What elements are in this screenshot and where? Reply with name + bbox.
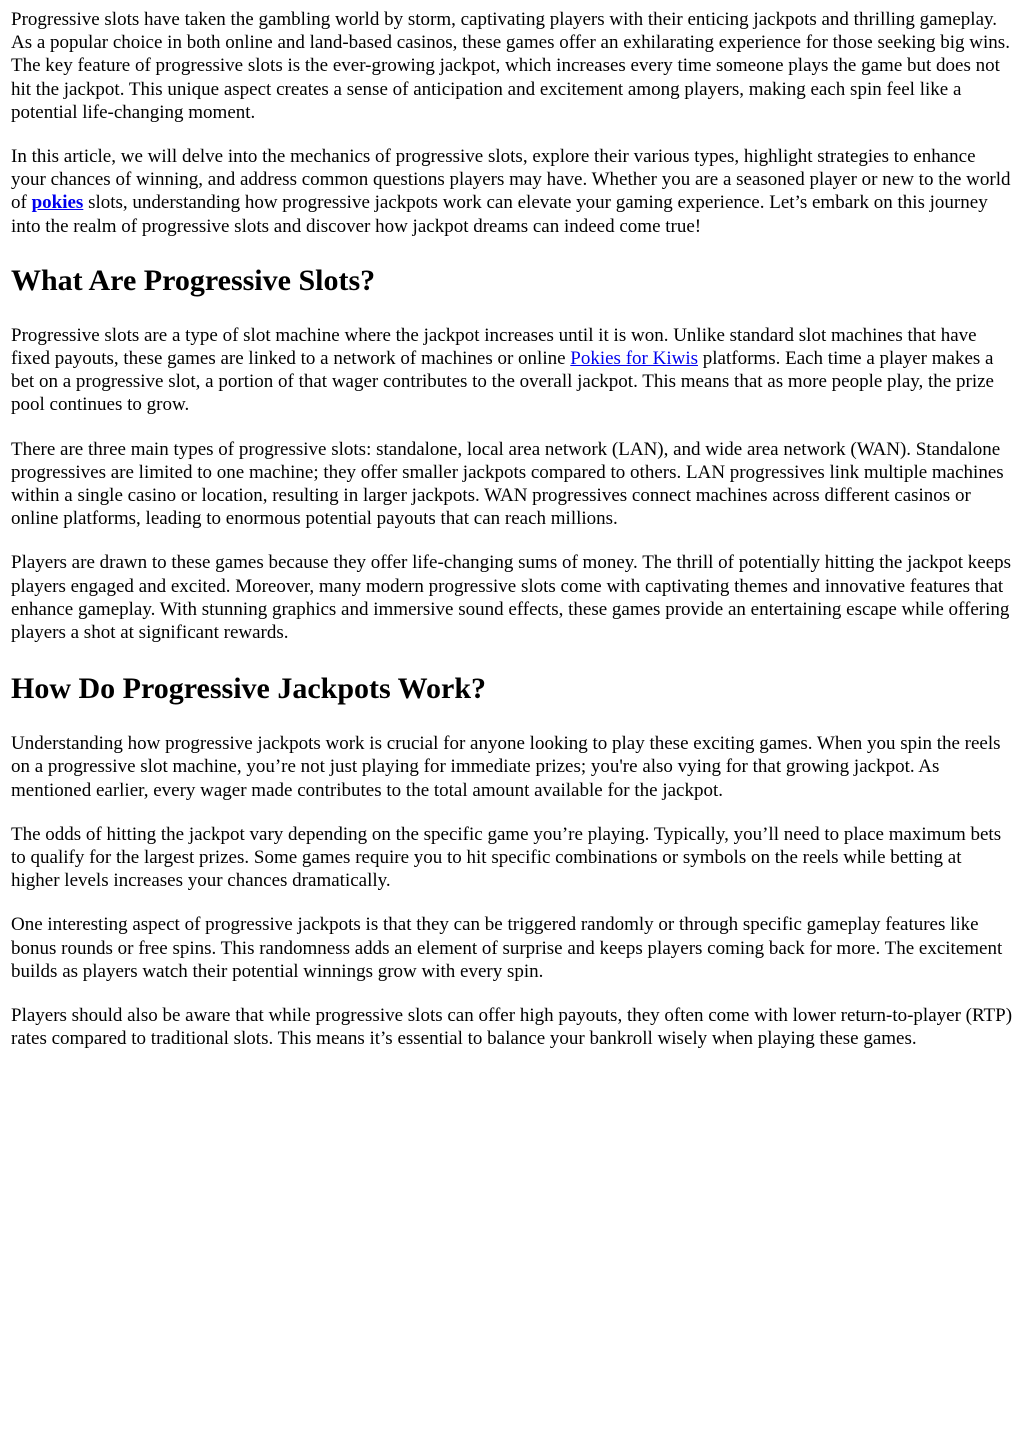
section1-paragraph-2: There are three main types of progressive slots: standalone, local area network (LAN), and wide area network (WAN). Standalone progressives are limited to one machine; they offer smaller jackpots compared to others. LAN progressives link multiple machines within a single casino or location, resulting in larger jackpots. WAN progressives connect machines across different casinos or online platforms, leading to enormous potential payouts that can reach millions.: [11, 438, 1004, 530]
section1-paragraph-1-text-after: platforms. Each time a player makes a bet on a progressive slot, a portion of that wager contributes to the overall jackpot. This means that as more people play, the prize pool continues to grow.: [11, 348, 994, 416]
section2-paragraph-2: The odds of hitting the jackpot vary depending on the specific game you’re playing. Typically, you’ll need to place maximum bets to qualify for the largest prizes. Some games require you to hit specific combinations or symbols on the reels while betting at higher levels increases your chances dramatically.: [11, 823, 1002, 892]
section-heading-how-do-progressive-jackpots-work: How Do Progressive Jackpots Work?: [11, 672, 487, 706]
section1-paragraph-3: Players are drawn to these games because they offer life-changing sums of money. The thrill of potentially hitting the jackpot keeps players engaged and excited. Moreover, many modern progressive slots come with captivating themes and innovative features that enhance gameplay. With stunning graphics and immersive sound effects, these games provide an entertaining escape while offering players a shot at significant rewards.: [11, 552, 1012, 644]
pokies-for-kiwis-link[interactable]: Pokies for Kiwis: [570, 348, 699, 370]
section1-paragraph-1: [11, 324, 1014, 417]
intro-paragraph-2-text-after: slots, understanding how progressive jackpots work can elevate your gaming experience. Let’s embark on this journey into the realm of progressive slots and discover how jackpot dreams can indeed come true!: [11, 192, 988, 237]
section2-paragraph-1: Understanding how progressive jackpots work is crucial for anyone looking to play these exciting games. When you spin the reels on a progressive slot machine, you’re not just playing for immediate prizes; you're also vying for that growing jackpot. As mentioned earlier, every wager made contributes to the total amount available for the jackpot.: [11, 733, 1001, 801]
section2-paragraph-3: One interesting aspect of progressive jackpots is that they can be triggered randomly or through specific gameplay features like bonus rounds or free spins. This randomness adds an element of surprise and keeps players coming back for more. The excitement builds as players watch their potential winnings grow with every spin.: [11, 914, 1003, 982]
section1-paragraph-1-text-before: Progressive slots are a type of slot machine where the jackpot increases until it is won. Unlike standard slot machines that have fixed payouts, these games are linked to a network of machines or online: [11, 324, 977, 370]
intro-paragraph-2-text-before: In this article, we will delve into the mechanics of progressive slots, explore their various types, highlight strategies to enhance your chances of winning, and address common questions players may have. Whether you are a seasoned player or new to the world of: [11, 146, 1011, 214]
pokies-link[interactable]: pokies: [31, 192, 84, 214]
intro-paragraph-1: Progressive slots have taken the gambling world by storm, captivating players with their enticing jackpots and thrilling gameplay. As a popular choice in both online and land-based casinos, these games offer an exhilarating experience for those seeking big wins. The key feature of progressive slots is the ever-growing jackpot, which increases every time someone plays the game but does not hit the jackpot. This unique aspect creates a sense of anticipation and excitement among players, making each spin feel like a potential life-changing moment.: [11, 9, 1010, 123]
section2-paragraph-4: Players should also be aware that while progressive slots can offer high payouts, they often come with lower return-to-player (RTP) rates compared to traditional slots. This means it’s essential to balance your bankroll wisely when playing these games.: [11, 1005, 1013, 1050]
section-heading-what-are-progressive-slots: What Are Progressive Slots?: [11, 263, 376, 297]
intro-paragraph-2: [11, 145, 1014, 238]
